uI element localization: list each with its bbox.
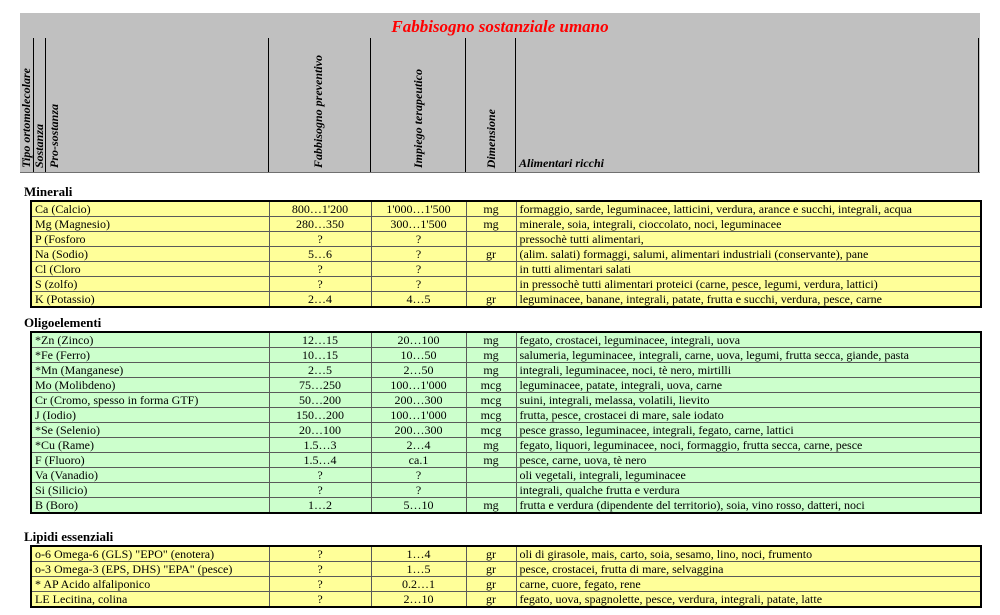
unit-cell: mg [466, 201, 516, 217]
unit-cell: mg [466, 453, 516, 468]
preventive-need-cell: ? [269, 262, 371, 277]
unit-cell [466, 483, 516, 498]
preventive-need-cell: 75…250 [269, 378, 371, 393]
table-row [31, 201, 981, 217]
table-row [31, 546, 981, 562]
column-divider [978, 38, 979, 172]
preventive-need-cell: ? [269, 562, 371, 577]
preventive-need-cell: 1.5…4 [269, 453, 371, 468]
rich-foods-cell: (alim. salati) formaggi, salumi, alimentari industriali (conservante), pane [516, 247, 981, 262]
preventive-need-cell: 800…1'200 [269, 201, 371, 217]
rich-foods-cell: integrali, qualche frutta e verdura [516, 483, 981, 498]
therapeutic-use-cell: 200…300 [371, 393, 466, 408]
therapeutic-use-cell: 0.2…1 [371, 577, 466, 592]
page-title: Fabbisogno sostanziale umano [391, 17, 609, 36]
substance-cell: P (Fosforo [31, 232, 269, 247]
therapeutic-use-cell: 5…10 [371, 498, 466, 514]
rich-foods-cell: frutta, pesce, crostacei di mare, sale iodato [516, 408, 981, 423]
preventive-need-cell: 10…15 [269, 348, 371, 363]
preventive-need-cell: 20…100 [269, 423, 371, 438]
table-row [31, 453, 981, 468]
table-row [31, 292, 981, 308]
rich-foods-cell: carne, cuore, fegato, rene [516, 577, 981, 592]
substance-cell: Na (Sodio) [31, 247, 269, 262]
unit-cell: mcg [466, 423, 516, 438]
rich-foods-cell: in tutti alimentari salati [516, 262, 981, 277]
rich-foods-cell: formaggio, sarde, leguminacee, latticini, verdura, arance e succhi, integrali, acqua [516, 201, 981, 217]
table-row [31, 363, 981, 378]
rich-foods-cell: integrali, leguminacee, noci, tè nero, mirtilli [516, 363, 981, 378]
therapeutic-use-cell: 10…50 [371, 348, 466, 363]
rich-foods-cell: leguminacee, patate, integrali, uova, carne [516, 378, 981, 393]
substance-cell: LE Lecitina, colina [31, 592, 269, 608]
therapeutic-use-cell: 1…5 [371, 562, 466, 577]
header-label-dimensione: Dimensione [484, 108, 498, 168]
substance-cell: o-6 Omega-6 (GLS) "EPO" (enotera) [31, 546, 269, 562]
rich-foods-cell: pesce, carne, uova, tè nero [516, 453, 981, 468]
unit-cell: mcg [466, 408, 516, 423]
unit-cell: gr [466, 562, 516, 577]
unit-cell [466, 232, 516, 247]
rich-foods-cell: minerale, soia, integrali, cioccolato, noci, leguminacee [516, 217, 981, 232]
therapeutic-use-cell: 1…4 [371, 546, 466, 562]
unit-cell [466, 277, 516, 292]
therapeutic-use-cell: ? [371, 468, 466, 483]
substance-cell: o-3 Omega-3 (EPS, DHS) "EPA" (pesce) [31, 562, 269, 577]
unit-cell: gr [466, 592, 516, 608]
preventive-need-cell: 2…4 [269, 292, 371, 308]
section-title-lipidi-essenziali: Lipidi essenziali [24, 529, 114, 544]
therapeutic-use-cell: ? [371, 262, 466, 277]
preventive-need-cell: 150…200 [269, 408, 371, 423]
unit-cell: mcg [466, 393, 516, 408]
rich-foods-cell: frutta e verdura (dipendente del territorio), soia, vino rosso, datteri, noci [516, 498, 981, 514]
unit-cell: gr [466, 546, 516, 562]
table-row [31, 468, 981, 483]
table-row [31, 438, 981, 453]
table-row [31, 247, 981, 262]
rich-foods-cell: pressochè tutti alimentari, [516, 232, 981, 247]
therapeutic-use-cell: 2…10 [371, 592, 466, 608]
unit-cell: gr [466, 577, 516, 592]
table-row [31, 498, 981, 514]
substance-cell: J (Iodio) [31, 408, 269, 423]
therapeutic-use-cell: 100…1'000 [371, 408, 466, 423]
rich-foods-cell: fegato, liquori, leguminacee, noci, formaggio, frutta secca, carne, pesce [516, 438, 981, 453]
rich-foods-cell: oli di girasole, mais, carto, soia, sesamo, lino, noci, frumento [516, 546, 981, 562]
unit-cell [466, 262, 516, 277]
rich-foods-cell: salumeria, leguminacee, integrali, carne, uova, legumi, frutta secca, giande, pasta [516, 348, 981, 363]
header-label-fabbisogno-preventivo: Fabbisogno preventivo [311, 55, 325, 168]
substance-cell: Cr (Cromo, spesso in forma GTF) [31, 393, 269, 408]
table-header [20, 13, 980, 173]
therapeutic-use-cell: ? [371, 483, 466, 498]
rich-foods-cell: suini, integrali, melassa, volatili, lievito [516, 393, 981, 408]
substance-cell: Si (Silicio) [31, 483, 269, 498]
rich-foods-cell: leguminacee, banane, integrali, patate, frutta e succhi, verdura, pesce, carne [516, 292, 981, 308]
therapeutic-use-cell: 4…5 [371, 292, 466, 308]
therapeutic-use-cell: 300…1'500 [371, 217, 466, 232]
table-row [31, 562, 981, 577]
unit-cell: mg [466, 348, 516, 363]
therapeutic-use-cell: 2…4 [371, 438, 466, 453]
unit-cell: mg [466, 438, 516, 453]
rich-foods-cell: in pressochè tutti alimentari proteici (carne, pesce, legumi, verdura, lattici) [516, 277, 981, 292]
preventive-need-cell: 12…15 [269, 332, 371, 348]
preventive-need-cell: 1…2 [269, 498, 371, 514]
table-row [31, 393, 981, 408]
trace-elements-table [30, 331, 982, 514]
header-label-impiego-terapeutico: Impiego terapeutico [411, 69, 425, 168]
preventive-need-cell: 50…200 [269, 393, 371, 408]
table-row [31, 332, 981, 348]
unit-cell: mg [466, 498, 516, 514]
preventive-need-cell: ? [269, 277, 371, 292]
header-label-tipo-ortomolecolare: Tipo ortomolecolare [19, 68, 33, 168]
table-row [31, 262, 981, 277]
header-label-pro-sostanza: Pro-sostanza [47, 103, 61, 168]
table-row [31, 483, 981, 498]
preventive-need-cell: ? [269, 483, 371, 498]
table-row [31, 408, 981, 423]
preventive-need-cell: ? [269, 468, 371, 483]
substance-cell: *Mn (Manganese) [31, 363, 269, 378]
column-divider [268, 38, 269, 172]
essential-lipids-table [30, 545, 982, 608]
substance-cell: Va (Vanadio) [31, 468, 269, 483]
table-row [31, 577, 981, 592]
substance-cell: K (Potassio) [31, 292, 269, 308]
unit-cell: gr [466, 247, 516, 262]
rich-foods-cell: pesce grasso, leguminacee, integrali, fegato, carne, lattici [516, 423, 981, 438]
preventive-need-cell: 2…5 [269, 363, 371, 378]
rich-foods-cell: pesce, crostacei, frutta di mare, selvaggina [516, 562, 981, 577]
unit-cell [466, 468, 516, 483]
therapeutic-use-cell: 2…50 [371, 363, 466, 378]
preventive-need-cell: 280…350 [269, 217, 371, 232]
therapeutic-use-cell: 100…1'000 [371, 378, 466, 393]
table-row [31, 348, 981, 363]
substance-cell: Ca (Calcio) [31, 201, 269, 217]
therapeutic-use-cell: ? [371, 247, 466, 262]
preventive-need-cell: ? [269, 546, 371, 562]
column-divider [465, 38, 466, 172]
substance-cell: *Se (Selenio) [31, 423, 269, 438]
column-divider [370, 38, 371, 172]
substance-cell: B (Boro) [31, 498, 269, 514]
substance-cell: *Fe (Ferro) [31, 348, 269, 363]
substance-cell: F (Fluoro) [31, 453, 269, 468]
substance-cell: Mo (Molibdeno) [31, 378, 269, 393]
therapeutic-use-cell: ca.1 [371, 453, 466, 468]
section-title-oligoelementi: Oligoelementi [24, 315, 102, 330]
column-divider [515, 38, 516, 172]
substance-cell: Cl (Cloro [31, 262, 269, 277]
substance-cell: *Zn (Zinco) [31, 332, 269, 348]
therapeutic-use-cell: 1'000…1'500 [371, 201, 466, 217]
unit-cell: mg [466, 363, 516, 378]
preventive-need-cell: ? [269, 577, 371, 592]
unit-cell: mg [466, 332, 516, 348]
table-row [31, 277, 981, 292]
preventive-need-cell: ? [269, 232, 371, 247]
preventive-need-cell: 1.5…3 [269, 438, 371, 453]
section-title-minerali: Minerali [24, 184, 73, 199]
substance-cell: * AP Acido alfaliponico [31, 577, 269, 592]
therapeutic-use-cell: 20…100 [371, 332, 466, 348]
substance-cell: *Cu (Rame) [31, 438, 269, 453]
therapeutic-use-cell: ? [371, 232, 466, 247]
unit-cell: gr [466, 292, 516, 308]
rich-foods-cell: fegato, crostacei, leguminacee, integrali, uova [516, 332, 981, 348]
preventive-need-cell: ? [269, 592, 371, 608]
rich-foods-cell: oli vegetali, integrali, leguminacee [516, 468, 981, 483]
table-row [31, 232, 981, 247]
unit-cell: mg [466, 217, 516, 232]
therapeutic-use-cell: ? [371, 277, 466, 292]
preventive-need-cell: 5…6 [269, 247, 371, 262]
unit-cell: mcg [466, 378, 516, 393]
substance-cell: S (zolfo) [31, 277, 269, 292]
substance-cell: Mg (Magnesio) [31, 217, 269, 232]
rich-foods-cell: fegato, uova, spagnolette, pesce, verdura, integrali, patate, latte [516, 592, 981, 608]
header-label-alimentari-ricchi: Alimentari ricchi [519, 156, 605, 170]
header-label-sostanza: Sostanza [32, 123, 46, 168]
table-row [31, 423, 981, 438]
table-row [31, 592, 981, 608]
therapeutic-use-cell: 200…300 [371, 423, 466, 438]
table-row [31, 217, 981, 232]
table-row [31, 378, 981, 393]
minerals-table [30, 200, 982, 308]
